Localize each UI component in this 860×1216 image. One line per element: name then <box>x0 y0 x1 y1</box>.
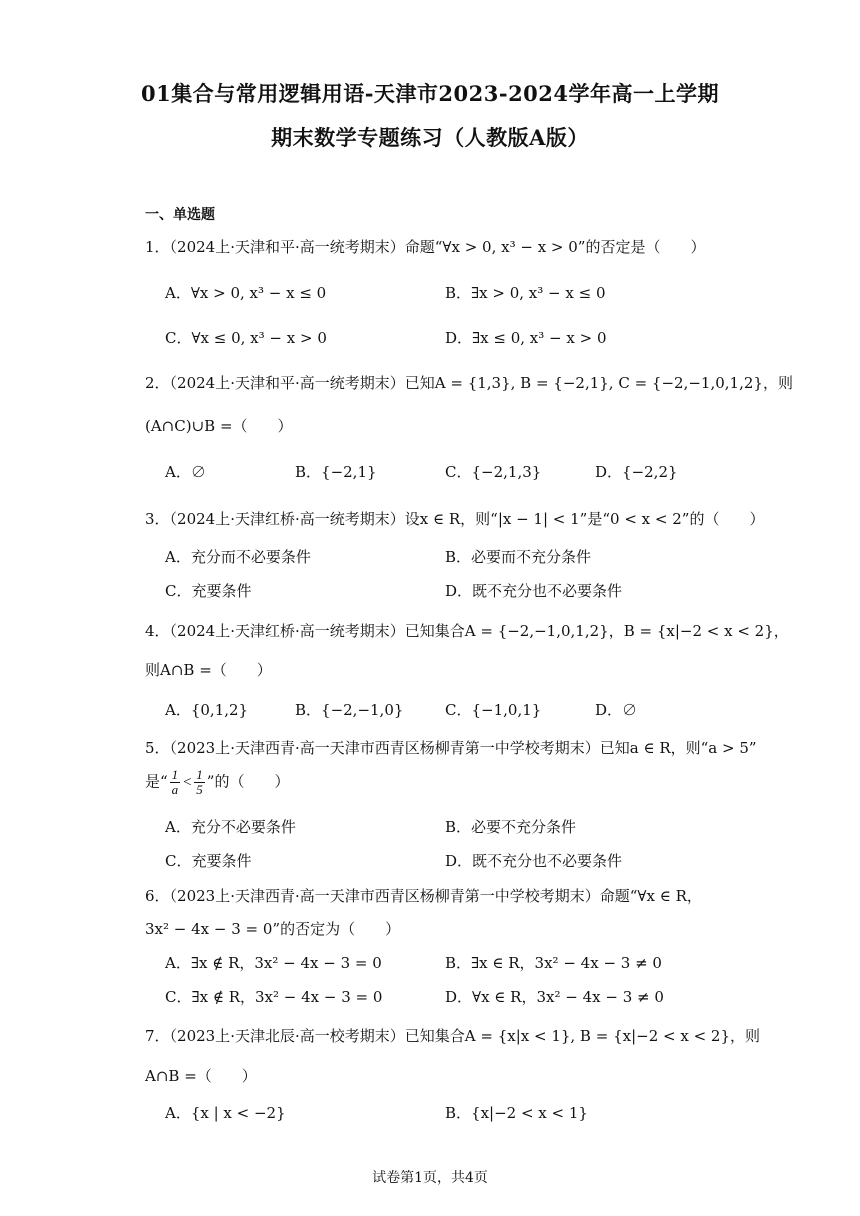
question-1-option-c: C．∀x ≤ 0, x³ − x > 0 <box>165 329 327 347</box>
question-4-option-d: D．∅ <box>595 701 638 719</box>
question-2-option-b: B．{−2,1} <box>295 463 377 481</box>
question-5-stem-line-1: 5．（2023上·天津西青·高一天津市西青区杨柳青第一中学校考期末）已知a ∈ R，则“a > 5” <box>145 739 757 757</box>
fraction-one-over-a <box>170 768 181 797</box>
question-1-option-a: A．∀x > 0, x³ − x ≤ 0 <box>165 284 327 302</box>
question-6-option-d: D．∀x ∈ R，3x² − 4x − 3 ≠ 0 <box>445 988 664 1006</box>
question-4-stem-line-2: 则A∩B =（ ） <box>145 661 272 679</box>
less-than-operator: < <box>182 774 193 791</box>
question-3-option-a: A．充分而不必要条件 <box>165 548 311 566</box>
question-4-option-b: B．{−2,−1,0} <box>295 701 404 719</box>
question-6-option-b: B．∃x ∈ R，3x² − 4x − 3 ≠ 0 <box>445 954 662 972</box>
fraction-denominator: a <box>171 782 179 797</box>
question-3-option-b: B．必要而不充分条件 <box>445 548 592 566</box>
question-6-option-c: C．∃x ∉ R，3x² − 4x − 3 = 0 <box>165 988 383 1006</box>
question-5-option-c: C．充要条件 <box>165 852 252 870</box>
question-3-option-c: C．充要条件 <box>165 582 252 600</box>
fraction-numerator: 1 <box>196 767 203 782</box>
section-heading: 一、单选题 <box>145 207 215 223</box>
question-3-option-d: D．既不充分也不必要条件 <box>445 582 623 600</box>
question-2-option-a: A．∅ <box>165 463 206 481</box>
fraction-denominator: 5 <box>196 782 203 797</box>
question-1-stem: 1．（2024上·天津和平·高一统考期末）命题“∀x > 0, x³ − x > 0”的否定是（ ） <box>145 238 706 256</box>
question-1-option-b: B．∃x > 0, x³ − x ≤ 0 <box>445 284 606 302</box>
question-6-stem-line-1: 6．（2023上·天津西青·高一天津市西青区杨柳青第一中学校考期末）命题“∀x ∈ R， <box>145 887 702 905</box>
question-1-option-d: D．∃x ≤ 0, x³ − x > 0 <box>445 329 607 347</box>
question-3-stem: 3．（2024上·天津红桥·高一统考期末）设x ∈ R，则“|x − 1| < 1”是“0 < x < 2”的（ ） <box>145 510 765 528</box>
question-7-stem-line-1: 7．（2023上·天津北辰·高一校考期末）已知集合A = {x|x < 1}, B = {x|−2 < x < 2}，则 <box>145 1027 760 1045</box>
question-7-option-a: A．{x | x < −2} <box>165 1104 286 1122</box>
question-5-option-d: D．既不充分也不必要条件 <box>445 852 623 870</box>
question-5-suffix: ”的（ ） <box>206 772 290 791</box>
question-7-option-b: B．{x|−2 < x < 1} <box>445 1104 588 1122</box>
fraction-numerator: 1 <box>171 767 179 782</box>
question-6-stem-line-2: 3x² − 4x − 3 = 0”的否定为（ ） <box>145 920 401 938</box>
question-5-option-b: B．必要不充分条件 <box>445 818 577 836</box>
question-4-option-a: A．{0,1,2} <box>165 701 249 719</box>
question-2-stem-line-2: (A∩C)∪B =（ ） <box>145 417 293 435</box>
question-2-option-c: C．{−2,1,3} <box>445 463 542 481</box>
question-5-stem-line-2 <box>145 768 289 797</box>
question-2-option-d: D．{−2,2} <box>595 463 678 481</box>
document-title-line-1: 01集合与常用逻辑用语-天津市2023-2024学年高一上学期 <box>140 81 720 106</box>
question-2-stem-line-1: 2．（2024上·天津和平·高一统考期末）已知A = {1,3}, B = {−2,1}, C = {−2,−1,0,1,2}，则 <box>145 374 793 392</box>
question-5-option-a: A．充分不必要条件 <box>165 818 296 836</box>
question-4-option-c: C．{−1,0,1} <box>445 701 542 719</box>
question-6-option-a: A．∃x ∉ R，3x² − 4x − 3 = 0 <box>165 954 382 972</box>
fraction-one-over-five <box>194 768 205 797</box>
question-4-stem-line-1: 4．（2024上·天津红桥·高一统考期末）已知集合A = {−2,−1,0,1,2}，B = {x|−2 < x < 2}， <box>145 622 789 640</box>
question-7-stem-line-2: A∩B =（ ） <box>145 1067 257 1085</box>
question-5-prefix: 是“ <box>145 772 168 791</box>
page-footer: 试卷第1页，共4页 <box>372 1170 488 1186</box>
document-title-line-2: 期末数学专题练习（人教版A版） <box>271 125 589 150</box>
